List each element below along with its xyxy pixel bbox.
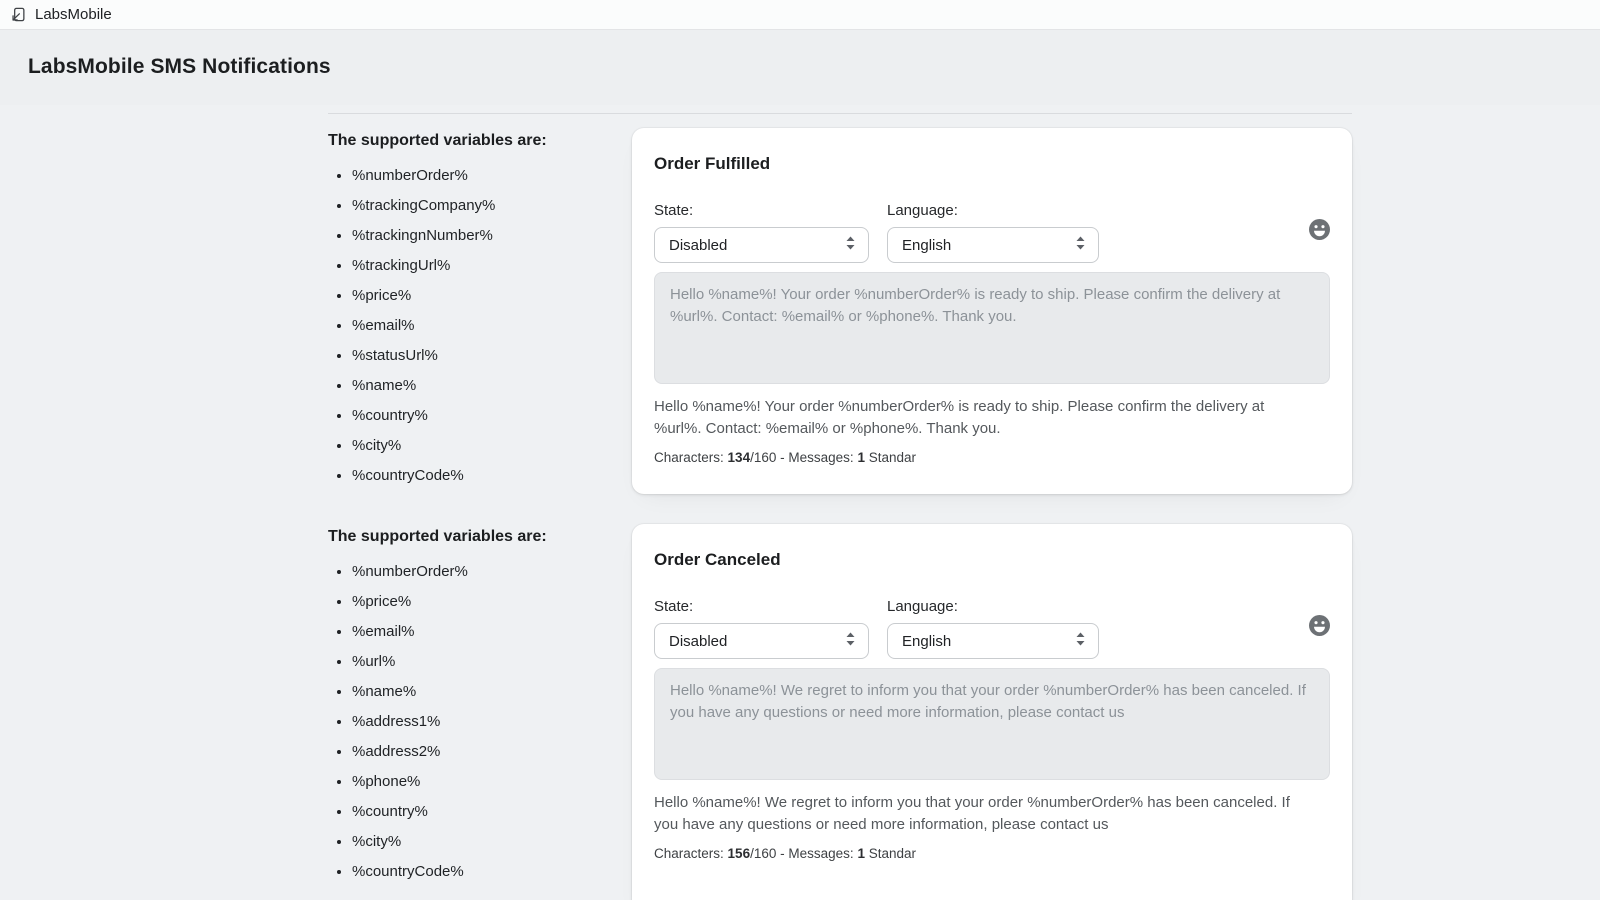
form-row [654, 598, 1330, 659]
state-select-value: Disabled [669, 236, 728, 254]
card-title: Order Canceled [654, 550, 781, 569]
variables-column [328, 524, 632, 892]
character-counter [654, 450, 1330, 465]
list-item: • %city% [352, 436, 632, 456]
emoji-picker-button[interactable] [1309, 615, 1330, 636]
page-title: LabsMobile SMS Notifications [28, 55, 331, 78]
list-item: • %address2% [352, 742, 632, 762]
characters-label: Characters: [654, 450, 724, 465]
topbar [0, 0, 1600, 30]
list-item: • %url% [352, 652, 632, 672]
language-label: Language: [887, 202, 958, 219]
exit-app-icon[interactable] [10, 6, 27, 23]
variables-heading: The supported variables are: [328, 132, 547, 149]
messages-label: Messages: [788, 846, 854, 861]
character-counter [654, 846, 1330, 861]
variables-column [328, 128, 632, 496]
main-content [0, 105, 1600, 900]
language-field [887, 202, 1099, 263]
list-item: • %address1% [352, 712, 632, 732]
characters-total: /160 [750, 846, 777, 861]
variables-list [328, 562, 632, 882]
list-item: • %numberOrder% [352, 562, 632, 582]
list-item: • %trackingnNumber% [352, 226, 632, 246]
list-item: • %trackingUrl% [352, 256, 632, 276]
list-item: • %price% [352, 286, 632, 306]
messages-type: Standar [868, 846, 917, 861]
characters-label: Characters: [654, 846, 724, 861]
state-select[interactable] [654, 227, 869, 263]
language-select-value: English [902, 632, 952, 650]
list-item: • %email% [352, 316, 632, 336]
content-container [328, 113, 1352, 900]
state-label: State: [654, 202, 694, 219]
select-arrows-icon [1075, 236, 1086, 255]
list-item: • %name% [352, 682, 632, 702]
language-select[interactable] [887, 623, 1099, 659]
list-item: • %countryCode% [352, 466, 632, 486]
card-title: Order Fulfilled [654, 154, 771, 173]
page-header [0, 30, 1600, 105]
language-select[interactable] [887, 227, 1099, 263]
list-item: • %city% [352, 832, 632, 852]
language-field [887, 598, 1099, 659]
state-select-value: Disabled [669, 632, 728, 650]
list-item: • %name% [352, 376, 632, 396]
variables-heading: The supported variables are: [328, 528, 547, 545]
counter-separator: - [780, 846, 785, 861]
select-arrows-icon [845, 632, 856, 651]
messages-label: Messages: [788, 450, 854, 465]
list-item: • %statusUrl% [352, 346, 632, 366]
list-item: • %phone% [352, 772, 632, 792]
message-preview: Hello %name%! We regret to inform you that your order %numberOrder% has been canceled. If you have any questions or need more information, please contact us [654, 794, 1290, 833]
list-item: • %country% [352, 802, 632, 822]
list-item: • %price% [352, 592, 632, 612]
card-order-fulfilled [632, 128, 1352, 494]
list-item: • %countryCode% [352, 862, 632, 882]
characters-value: 134 [727, 450, 751, 465]
state-field [654, 202, 869, 263]
variables-list [328, 166, 632, 486]
emoji-picker-button[interactable] [1309, 219, 1330, 240]
select-arrows-icon [845, 236, 856, 255]
language-label: Language: [887, 598, 958, 615]
section-order-fulfilled [328, 128, 1352, 496]
select-arrows-icon [1075, 632, 1086, 651]
state-select[interactable] [654, 623, 869, 659]
messages-value: 1 [857, 846, 865, 861]
list-item: • %email% [352, 622, 632, 642]
message-textarea[interactable] [654, 272, 1330, 384]
state-field [654, 598, 869, 659]
section-order-canceled [328, 524, 1352, 900]
message-preview: Hello %name%! Your order %numberOrder% is ready to ship. Please confirm the delivery at %url%. Contact: %email% or %phone%. Thank you. [654, 398, 1265, 437]
list-item: • %numberOrder% [352, 166, 632, 186]
message-textarea[interactable] [654, 668, 1330, 780]
messages-value: 1 [857, 450, 865, 465]
messages-type: Standar [868, 450, 917, 465]
characters-value: 156 [727, 846, 751, 861]
language-select-value: English [902, 236, 952, 254]
topbar-app-name: LabsMobile [35, 6, 112, 23]
form-row [654, 202, 1330, 263]
list-item: • %country% [352, 406, 632, 426]
counter-separator: - [780, 450, 785, 465]
state-label: State: [654, 598, 694, 615]
characters-total: /160 [750, 450, 777, 465]
list-item: • %trackingCompany% [352, 196, 632, 216]
card-order-canceled [632, 524, 1352, 900]
